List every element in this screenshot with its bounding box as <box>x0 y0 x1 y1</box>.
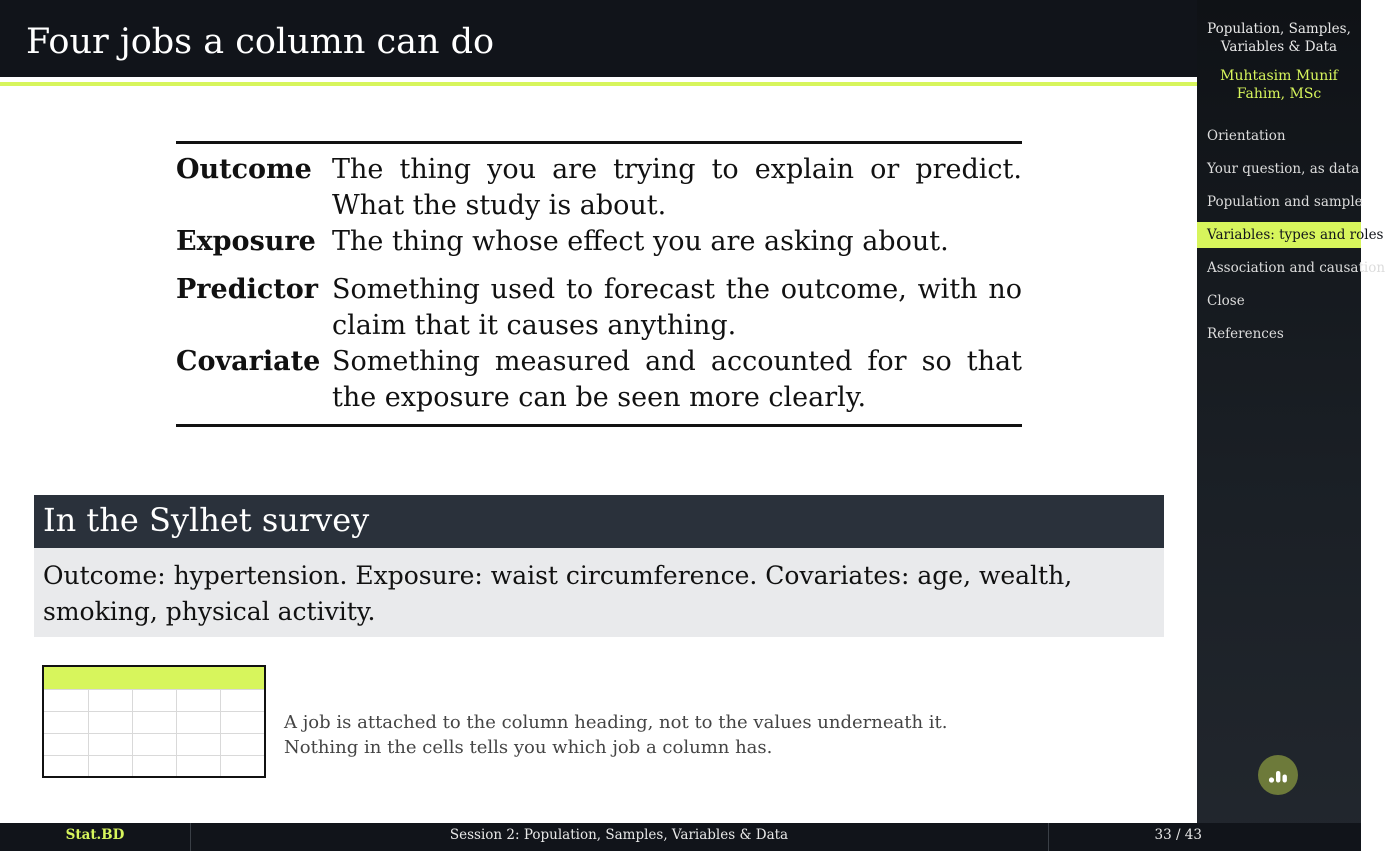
definition-term: Covariate <box>176 346 321 377</box>
grid-line <box>44 711 264 712</box>
definition-term: Outcome <box>176 154 312 185</box>
sidebar-item-your-question[interactable]: Your question, as data <box>1207 161 1360 177</box>
definition-row-predictor <box>176 272 1022 344</box>
grid-note: A job is attached to the column heading, not to the values underneath it. Nothing in the cells tells you which job a column has. <box>284 712 948 758</box>
definition-row-outcome <box>176 152 1022 224</box>
definition-description: Something measured and accounted for so that the exposure can be seen more clearly. <box>332 346 1022 413</box>
definition-term: Predictor <box>176 274 318 305</box>
definition-description: The thing whose effect you are asking about. <box>332 226 949 257</box>
sidebar <box>1197 0 1385 851</box>
sidebar-author: Muhtasim Munif Fahim, MSc <box>1220 68 1338 102</box>
sidebar-item-association-causation[interactable]: Association and causation <box>1207 260 1385 276</box>
sidebar-item-population-sample[interactable]: Population and sample <box>1207 194 1363 210</box>
definition-row-covariate <box>176 344 1022 416</box>
definition-row-exposure <box>176 224 1022 260</box>
sidebar-deck-title: Population, Samples, Variables & Data <box>1207 21 1351 55</box>
bar-chart-icon[interactable] <box>1258 755 1298 795</box>
footer-session-title: Session 2: Population, Samples, Variables & Data <box>190 823 1049 851</box>
grid-header-row <box>44 667 264 690</box>
bar-chart-icon-graphic <box>1258 755 1298 795</box>
footer-brand: Stat.BD <box>0 823 191 851</box>
slide-title: Four jobs a column can do <box>26 22 495 62</box>
slide-footer <box>0 823 1361 851</box>
sidebar-item-variables[interactable]: Variables: types and roles <box>1197 222 1361 248</box>
sidebar-nav <box>1197 123 1385 354</box>
callout-title: In the Sylhet survey <box>34 495 1164 548</box>
slide-header <box>0 0 1197 77</box>
footer-page-number: 33 / 43 <box>1154 827 1202 843</box>
sidebar-item-orientation[interactable]: Orientation <box>1207 128 1286 144</box>
definition-description: Something used to forecast the outcome, with no claim that it causes anything. <box>332 274 1022 341</box>
callout-body: Outcome: hypertension. Exposure: waist circumference. Covariates: age, wealth, smoking, physical activity. <box>34 548 1164 637</box>
definition-description: The thing you are trying to explain or predict. What the study is about. <box>332 154 1022 221</box>
grid-line <box>44 755 264 756</box>
definition-term: Exposure <box>176 226 316 257</box>
sidebar-item-references[interactable]: References <box>1207 326 1284 342</box>
table-grid-illustration <box>42 665 266 778</box>
definition-table <box>176 141 1022 427</box>
header-accent-rule <box>0 82 1197 86</box>
sylhet-callout <box>34 495 1164 637</box>
sidebar-item-close[interactable]: Close <box>1207 293 1245 309</box>
grid-line <box>44 733 264 734</box>
